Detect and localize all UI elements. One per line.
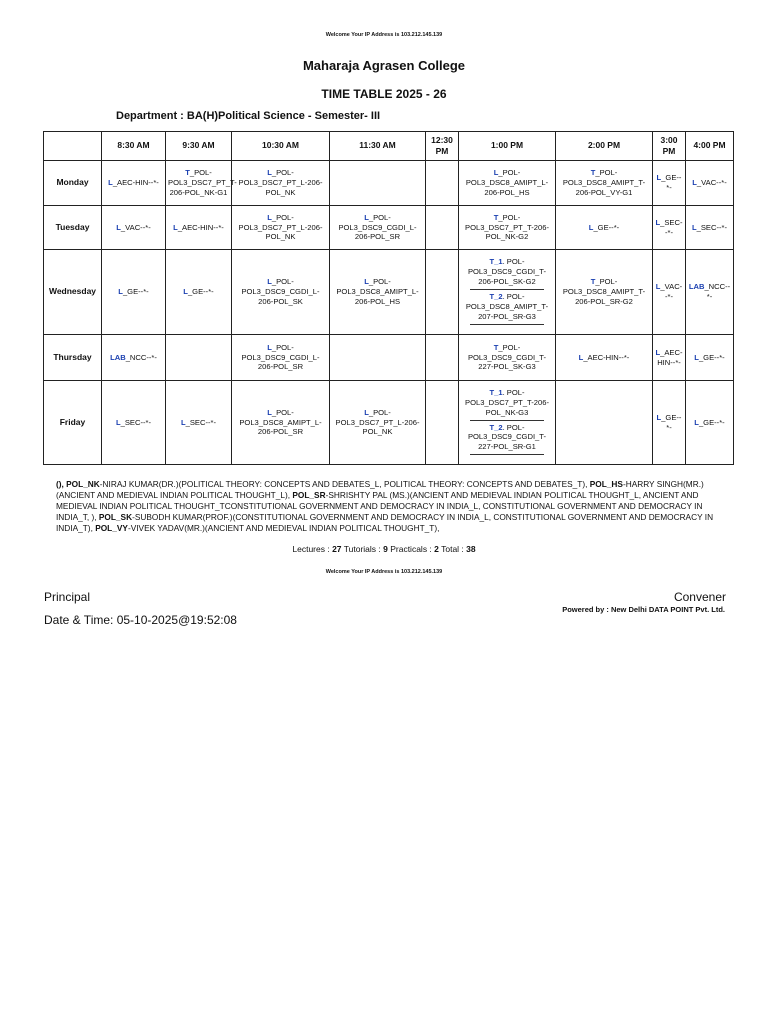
class-entry-text: _GE--*- xyxy=(698,417,725,427)
class-type-tag: L xyxy=(267,407,272,417)
timetable-cell xyxy=(232,161,330,206)
class-type-tag: L xyxy=(694,417,699,427)
class-entry xyxy=(688,353,731,363)
class-entry xyxy=(461,388,553,418)
class-type-tag: L xyxy=(655,282,661,292)
entry-divider xyxy=(470,454,544,455)
timetable-cell xyxy=(653,250,686,335)
class-entry xyxy=(332,277,423,307)
timetable-cell xyxy=(166,250,232,335)
timetable-cell xyxy=(102,250,166,335)
time-slot-header: 12:30 PM xyxy=(426,132,459,161)
timetable-cell xyxy=(653,335,686,381)
tutorials-count: 9 xyxy=(383,544,388,554)
class-type-tag: L xyxy=(656,412,662,422)
class-type-tag: L xyxy=(173,222,178,232)
class-entry xyxy=(688,178,731,188)
legend-code: (), POL_NK xyxy=(56,479,100,489)
class-entry-text: _SEC--*- xyxy=(120,417,152,427)
class-entry-text: _POL-POL3_DSC7_PT_L-206-POL_NK xyxy=(238,212,323,242)
timetable-cell xyxy=(459,335,556,381)
ip-notice-bottom: Welcome Your IP Address is 103.212.145.139 xyxy=(325,569,443,575)
class-entry-text: _POL-POL3_DSC8_AMIPT_T-206-POL_VY-G1 xyxy=(562,168,646,197)
entry-divider xyxy=(470,289,544,290)
timetable-cell xyxy=(686,161,734,206)
class-type-tag: L xyxy=(578,352,584,362)
day-row xyxy=(44,381,734,465)
timetable-cell xyxy=(653,206,686,250)
class-entry xyxy=(655,348,683,368)
faculty-legend xyxy=(56,479,736,534)
lectures-count: 27 xyxy=(332,544,342,554)
total-label: Total : xyxy=(438,544,467,554)
class-type-tag: LAB xyxy=(110,352,126,362)
class-entry-text: _SEC--*- xyxy=(185,417,217,427)
timetable-cell xyxy=(459,381,556,465)
class-entry xyxy=(655,173,683,193)
timetable-cell xyxy=(426,335,459,381)
entry-divider xyxy=(470,324,544,325)
day-label: Wednesday xyxy=(44,250,102,335)
class-type-tag: T xyxy=(493,212,499,222)
timetable-cell xyxy=(459,250,556,335)
corner-cell xyxy=(44,132,102,161)
class-entry xyxy=(234,168,327,198)
class-type-tag: L xyxy=(655,347,661,357)
day-row xyxy=(44,250,734,335)
class-entry-text: _POL-POL3_DSC7_PT_T-206-POL_NK-G1 xyxy=(168,168,237,197)
class-type-tag: L xyxy=(108,178,113,188)
day-row xyxy=(44,206,734,250)
class-type-tag: L xyxy=(691,222,697,232)
timetable-cell xyxy=(330,335,426,381)
legend-desc: -SHRISHTY PAL (MS.)(ANCIENT AND MEDIEVAL INDIAN POLITICAL THOUGHT_L, ANCIENT AND MEDIEVAL INDIAN POLITICAL THOUGHT_TCONSTITUTIONAL GOVERNMENT AND DEMOCRACY IN INDIA_L, CONSTITUTIONAL GOVERNMENT AND DEMOCRACY IN INDIA_T, ), xyxy=(56,489,703,522)
ip-notice-top: Welcome Your IP Address is 103.212.145.139 xyxy=(325,32,443,38)
class-entry-text: _POL-POL3_DSC7_PT_L-206-POL_NK xyxy=(335,407,420,437)
class-type-tag: T xyxy=(185,168,190,178)
time-slot-header: 1:00 PM xyxy=(459,132,556,161)
class-entry xyxy=(168,223,229,233)
class-entry xyxy=(461,257,553,287)
timetable-cell xyxy=(686,381,734,465)
timetable-cell xyxy=(166,381,232,465)
header-row xyxy=(44,132,734,161)
legend-desc: -NIRAJ KUMAR(DR.)(POLITICAL THEORY: CONCEPTS AND DEBATES_L, POLITICAL THEORY: CONCEPTS AND DEBATES_T), xyxy=(99,479,590,489)
class-type-tag: L xyxy=(364,277,369,287)
class-type-tag: T_2 xyxy=(489,292,503,301)
legend-code: POL_SK xyxy=(98,511,133,522)
timetable-cell xyxy=(556,335,653,381)
timetable-cell xyxy=(426,161,459,206)
class-type-tag: L xyxy=(364,212,369,222)
timetable-cell xyxy=(232,381,330,465)
class-entry-text: _AEC-HIN--*- xyxy=(177,222,224,232)
class-entry xyxy=(332,213,423,243)
lectures-label: Lectures : xyxy=(292,544,333,554)
time-slot-header: 4:00 PM xyxy=(686,132,734,161)
class-entry xyxy=(104,418,163,428)
timetable-cell xyxy=(102,335,166,381)
class-entry xyxy=(234,343,327,373)
class-type-tag: L xyxy=(655,217,661,227)
class-entry xyxy=(168,287,229,297)
class-entry xyxy=(234,277,327,307)
class-entry xyxy=(655,282,683,302)
class-type-tag: L xyxy=(115,417,121,427)
class-entry-text: _SEC--*- xyxy=(660,217,683,237)
college-name: Maharaja Agrasen College xyxy=(302,58,466,73)
practicals-label: Practicals : xyxy=(387,544,435,554)
generated-datetime: Date & Time: 05-10-2025@19:52:08 xyxy=(44,613,237,627)
class-entry xyxy=(461,168,553,198)
class-entry xyxy=(688,223,731,233)
timetable-cell xyxy=(232,206,330,250)
class-entry-text: . POL-POL3_DSC9_CGDI_T-206-POL_SK-G2 xyxy=(467,257,547,287)
class-type-tag: L xyxy=(694,352,699,362)
legend-code: POL_VY xyxy=(95,522,128,533)
class-entry xyxy=(104,178,163,188)
class-entry-text: _POL-POL3_DSC9_CGDI_L-206-POL_SR xyxy=(338,212,417,242)
class-entry-text: _POL-POL3_DSC7_PT_L-206-POL_NK xyxy=(238,168,323,197)
class-entry xyxy=(104,287,163,297)
class-entry xyxy=(558,223,650,233)
class-entry-text: _POL-POL3_DSC7_PT_T-206-POL_NK-G2 xyxy=(465,212,549,242)
class-entry xyxy=(104,223,163,233)
class-entry xyxy=(461,343,553,373)
class-entry-text: _GE--*- xyxy=(187,287,214,297)
class-entry-text: _VAC--*- xyxy=(660,282,683,301)
class-type-tag: T xyxy=(590,168,596,178)
class-type-tag: L xyxy=(183,287,188,297)
class-entry xyxy=(461,213,553,243)
timetable-cell xyxy=(232,250,330,335)
timetable-cell xyxy=(653,161,686,206)
class-entry xyxy=(655,413,683,433)
class-type-tag: T xyxy=(493,342,499,352)
class-type-tag: L xyxy=(656,173,662,183)
class-entry xyxy=(234,408,327,438)
class-type-tag: T xyxy=(590,277,596,287)
class-type-tag: L xyxy=(692,178,697,188)
timetable-cell xyxy=(426,250,459,335)
class-entry-text: _SEC--*- xyxy=(696,222,728,232)
class-type-tag: L xyxy=(364,407,369,417)
class-entry-text: _AEC-HIN--*- xyxy=(583,352,630,362)
class-entry xyxy=(558,168,650,198)
class-entry-text: . POL-POL3_DSC8_AMIPT_T-207-POL_SR-G3 xyxy=(465,292,549,321)
class-entry-text: _POL-POL3_DSC8_AMIPT_L-206-POL_HS xyxy=(465,168,549,197)
class-summary xyxy=(0,544,768,554)
class-entry-text: _GE--*- xyxy=(661,173,682,192)
timetable-cell xyxy=(686,335,734,381)
class-entry xyxy=(558,353,650,363)
class-entry-text: _AEC-HIN--*- xyxy=(112,178,159,188)
timetable-cell xyxy=(166,161,237,206)
class-entry-text: . POL-POL3_DSC7_PT_T-206-POL_NK-G3 xyxy=(465,387,549,417)
class-entry xyxy=(168,418,229,428)
class-entry xyxy=(461,423,553,453)
department-line: Department : BA(H)Political Science - Semester- III xyxy=(116,110,381,122)
tutorials-label: Tutorials : xyxy=(341,544,384,554)
time-slot-header: 10:30 AM xyxy=(232,132,330,161)
timetable-cell xyxy=(556,250,653,335)
class-entry xyxy=(558,277,650,307)
class-type-tag: L xyxy=(588,222,594,232)
legend-code: POL_SR xyxy=(292,489,326,500)
timetable-cell xyxy=(102,381,166,465)
class-entry-text: _POL-POL3_DSC9_CGDI_L-206-POL_SR xyxy=(241,342,320,372)
class-type-tag: T_2 xyxy=(489,422,503,432)
class-type-tag: T_1 xyxy=(489,387,503,397)
class-entry xyxy=(688,282,731,302)
practicals-count: 2 xyxy=(434,544,439,554)
timetable-title: TIME TABLE 2025 - 26 xyxy=(321,87,447,101)
class-entry-text: _GE--*- xyxy=(698,352,725,362)
timetable-cell xyxy=(330,250,426,335)
timetable-cell xyxy=(426,381,459,465)
class-entry xyxy=(332,408,423,438)
timetable-cell xyxy=(330,206,426,250)
legend-code: POL_HS xyxy=(589,479,623,489)
class-entry-text: _NCC--*- xyxy=(125,352,157,362)
day-label: Thursday xyxy=(44,335,102,381)
class-type-tag: T_1 xyxy=(489,257,503,267)
class-entry-text: _POL-POL3_DSC9_CGDI_T-227-POL_SK-G3 xyxy=(467,342,547,372)
class-type-tag: L xyxy=(267,342,272,352)
class-type-tag: L xyxy=(118,287,123,297)
timetable-grid xyxy=(43,131,734,465)
time-slot-header: 9:30 AM xyxy=(166,132,232,161)
convener-signature: Convener xyxy=(673,590,726,604)
class-entry-text: _POL-POL3_DSC8_AMIPT_L-206-POL_SR xyxy=(239,407,322,437)
class-entry-text: _POL-POL3_DSC9_CGDI_L-206-POL_SK xyxy=(241,277,320,306)
time-slot-header: 11:30 AM xyxy=(330,132,426,161)
timetable-cell xyxy=(166,206,232,250)
class-type-tag: L xyxy=(267,277,272,287)
legend-desc: -VIVEK YADAV(MR.)(ANCIENT AND MEDIEVAL INDIAN POLITICAL THOUGHT_T), xyxy=(127,522,440,533)
total-count: 38 xyxy=(466,544,476,554)
time-slot-header: 2:00 PM xyxy=(556,132,653,161)
class-entry-text: _POL-POL3_DSC8_AMIPT_L-206-POL_HS xyxy=(336,277,419,306)
legend-desc: -HARRY SINGH(MR.)(ANCIENT AND MEDIEVAL INDIAN POLITICAL THOUGHT_L), xyxy=(56,479,704,500)
day-row xyxy=(44,335,734,381)
class-entry-text: _GE--*- xyxy=(661,412,682,432)
class-entry-text: _NCC--*- xyxy=(704,282,731,301)
timetable-cell xyxy=(459,161,556,206)
entry-divider xyxy=(470,420,544,421)
principal-signature: Principal xyxy=(44,590,91,604)
powered-by: Powered by : New Delhi DATA POINT Pvt. Ltd. xyxy=(562,605,725,614)
class-entry-text: _GE--*- xyxy=(122,287,149,297)
class-type-tag: L xyxy=(267,168,272,178)
class-type-tag: L xyxy=(267,212,272,222)
class-type-tag: L xyxy=(180,417,186,427)
time-slot-header: 3:00 PM xyxy=(653,132,686,161)
timetable-cell xyxy=(330,381,426,465)
timetable-cell xyxy=(232,335,330,381)
day-row xyxy=(44,161,734,206)
class-entry xyxy=(461,292,553,322)
class-entry-text: _AEC-HIN--*- xyxy=(657,347,683,367)
timetable-cell xyxy=(459,206,556,250)
day-label: Friday xyxy=(44,381,102,465)
class-entry xyxy=(168,168,237,198)
class-entry xyxy=(688,418,731,428)
timetable-cell xyxy=(102,161,166,206)
class-entry xyxy=(234,213,327,243)
class-type-tag: LAB xyxy=(688,282,705,292)
class-entry-text: . POL-POL3_DSC9_CGDI_T-227-POL_SR-G1 xyxy=(467,422,547,452)
class-type-tag: L xyxy=(493,168,499,178)
timetable-cell xyxy=(166,335,232,381)
class-entry-text: _POL-POL3_DSC8_AMIPT_T-206-POL_SR-G2 xyxy=(562,277,646,306)
time-slot-header: 8:30 AM xyxy=(102,132,166,161)
legend-desc: -SUBODH KUMAR(PROF.)(CONSTITUTIONAL GOVERNMENT AND DEMOCRACY IN INDIA_L, CONSTITUTIONAL GOVERNMENT AND DEMOCRACY IN INDIA_T), xyxy=(56,511,714,533)
class-entry xyxy=(104,353,163,363)
timetable-cell xyxy=(102,206,166,250)
class-entry xyxy=(655,218,683,238)
class-entry-text: _VAC--*- xyxy=(120,222,151,232)
timetable-cell xyxy=(556,206,653,250)
timetable-cell xyxy=(686,250,734,335)
class-entry-text: _GE--*- xyxy=(593,222,620,232)
timetable-cell xyxy=(653,381,686,465)
class-type-tag: L xyxy=(116,222,121,232)
timetable-cell xyxy=(556,381,653,465)
timetable-cell xyxy=(556,161,653,206)
timetable-cell xyxy=(686,206,734,250)
day-label: Tuesday xyxy=(44,206,102,250)
class-entry-text: _VAC--*- xyxy=(696,178,727,188)
timetable-cell xyxy=(426,206,459,250)
timetable-cell xyxy=(330,161,426,206)
day-label: Monday xyxy=(44,161,102,206)
